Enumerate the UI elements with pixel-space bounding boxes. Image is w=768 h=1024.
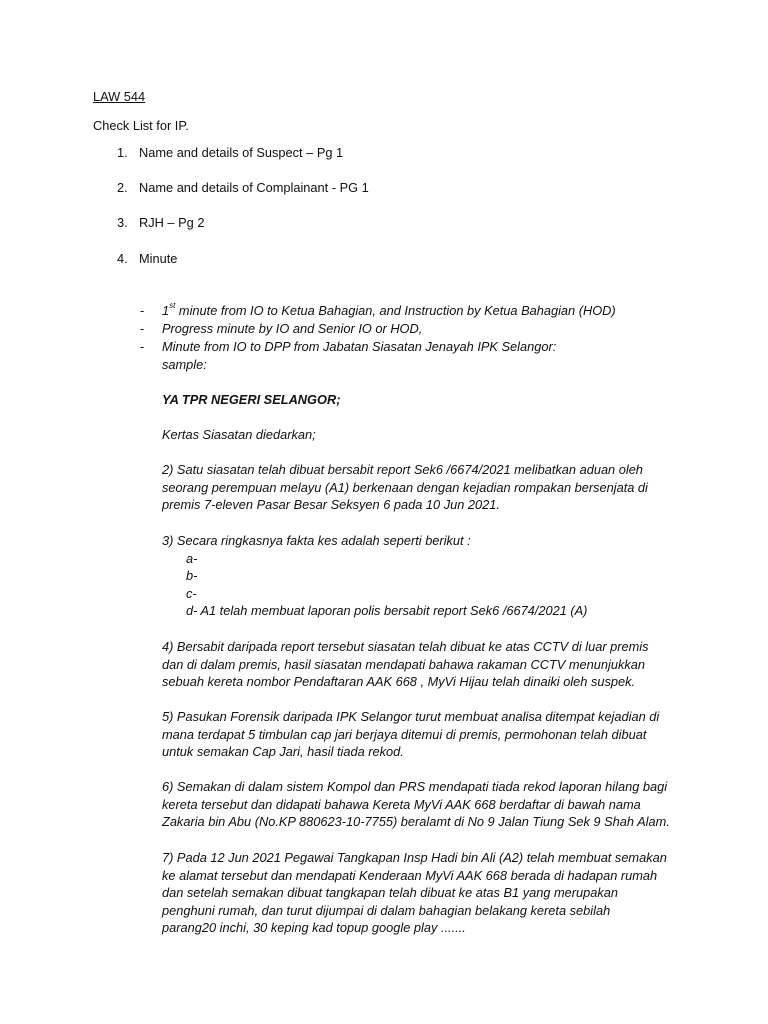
fact-item: c- [186, 586, 197, 601]
checklist-number: 1. [117, 145, 128, 160]
minute-bullet: - Minute from IO to DPP from Jabatan Siasatan Jenayah IPK Selangor: [140, 339, 557, 354]
fact-item: b- [186, 568, 198, 583]
checklist-item [117, 144, 343, 162]
checklist-text: Name and details of Suspect – Pg 1 [139, 145, 344, 160]
minute-text: Minute from IO to DPP from Jabatan Siasatan Jenayah IPK Selangor: [162, 339, 557, 354]
document-subtitle: Check List for IP. [93, 118, 189, 133]
paragraph-5: 5) Pasukan Forensik daripada IPK Selangor turut membuat analisa ditempat kejadian di mana terdapat 5 timbulan cap jari berjaya ditemui di premis, permohonan telah dibuat untuk semakan Cap Jari, hasil tiada rekod. [162, 709, 660, 759]
paragraph-6: 6) Semakan di dalam sistem Kompol dan PRS mendapati tiada rekod laporan hilang bagi kereta tersebut dan didapati bahawa Kereta MyVi AAK 668 berdaftar di bawah nama Zakaria bin Abu (No.KP 880623-10-7755) beralamt di No 9 Jalan Tiung Sek 9 Shah Alam. [162, 779, 670, 829]
minute-bullet: - Progress minute by IO and Senior IO or HOD, [140, 321, 423, 336]
fact-item: a- [186, 551, 198, 566]
checklist-text: RJH – Pg 2 [139, 215, 205, 230]
checklist-item [117, 179, 369, 197]
minute-bullet: - 1st minute from IO to Ketua Bahagian, and Instruction by Ketua Bahagian (HOD) [140, 301, 616, 318]
paragraph-7: 7) Pada 12 Jun 2021 Pegawai Tangkapan Insp Hadi bin Ali (A2) telah membuat semakan ke alamat tersebut dan mendapati Kenderaan MyVi AAK 668 berada di hadapan rumah dan setelah semakan dibuat tangkapan telah dibuat ke atas B1 yang merupakan penghuni rumah, dan turut dijumpai di dalam bahagian belakang kereta sebilah parang20 inchi, 30 keping kad topup google play ....... [162, 850, 667, 935]
checklist-text: Name and details of Complainant - PG 1 [139, 180, 369, 195]
minute-text: Progress minute by IO and Senior IO or HOD, [162, 321, 423, 336]
paragraph-2: 2) Satu siasatan telah dibuat bersabit report Sek6 /6674/2021 melibatkan aduan oleh seorang perempuan melayu (A1) berkenaan dengan kejadian rompakan bersenjata di premis 7-eleven Pasar Besar Seksyen 6 pada 10 Jun 2021. [162, 462, 648, 512]
sample-label: sample: [162, 357, 207, 372]
fact-item: d- A1 telah membuat laporan polis bersabit report Sek6 /6674/2021 (A) [186, 603, 588, 618]
document-title: LAW 544 [93, 89, 146, 104]
opening-line: Kertas Siasatan diedarkan; [162, 427, 316, 442]
checklist-number: 2. [117, 180, 128, 195]
paragraph-3: 3) Secara ringkasnya fakta kes adalah seperti berikut : [162, 533, 471, 548]
addressee: YA TPR NEGERI SELANGOR; [162, 392, 341, 407]
checklist-text: Minute [139, 251, 178, 266]
checklist-number: 3. [117, 215, 128, 230]
checklist-number: 4. [117, 251, 128, 266]
minute-text: 1st minute from IO to Ketua Bahagian, and Instruction by Ketua Bahagian (HOD) [162, 301, 616, 318]
checklist-item [117, 250, 177, 268]
paragraph-4: 4) Bersabit daripada report tersebut siasatan telah dibuat ke atas CCTV di luar premis dan di dalam premis, hasil siasatan mendapati bahawa rakaman CCTV menunjukkan sebuah kereta nombor Pendaftaran AAK 668 , MyVi Hijau telah dinaiki oleh suspek. [162, 639, 649, 689]
checklist-item [117, 214, 204, 232]
